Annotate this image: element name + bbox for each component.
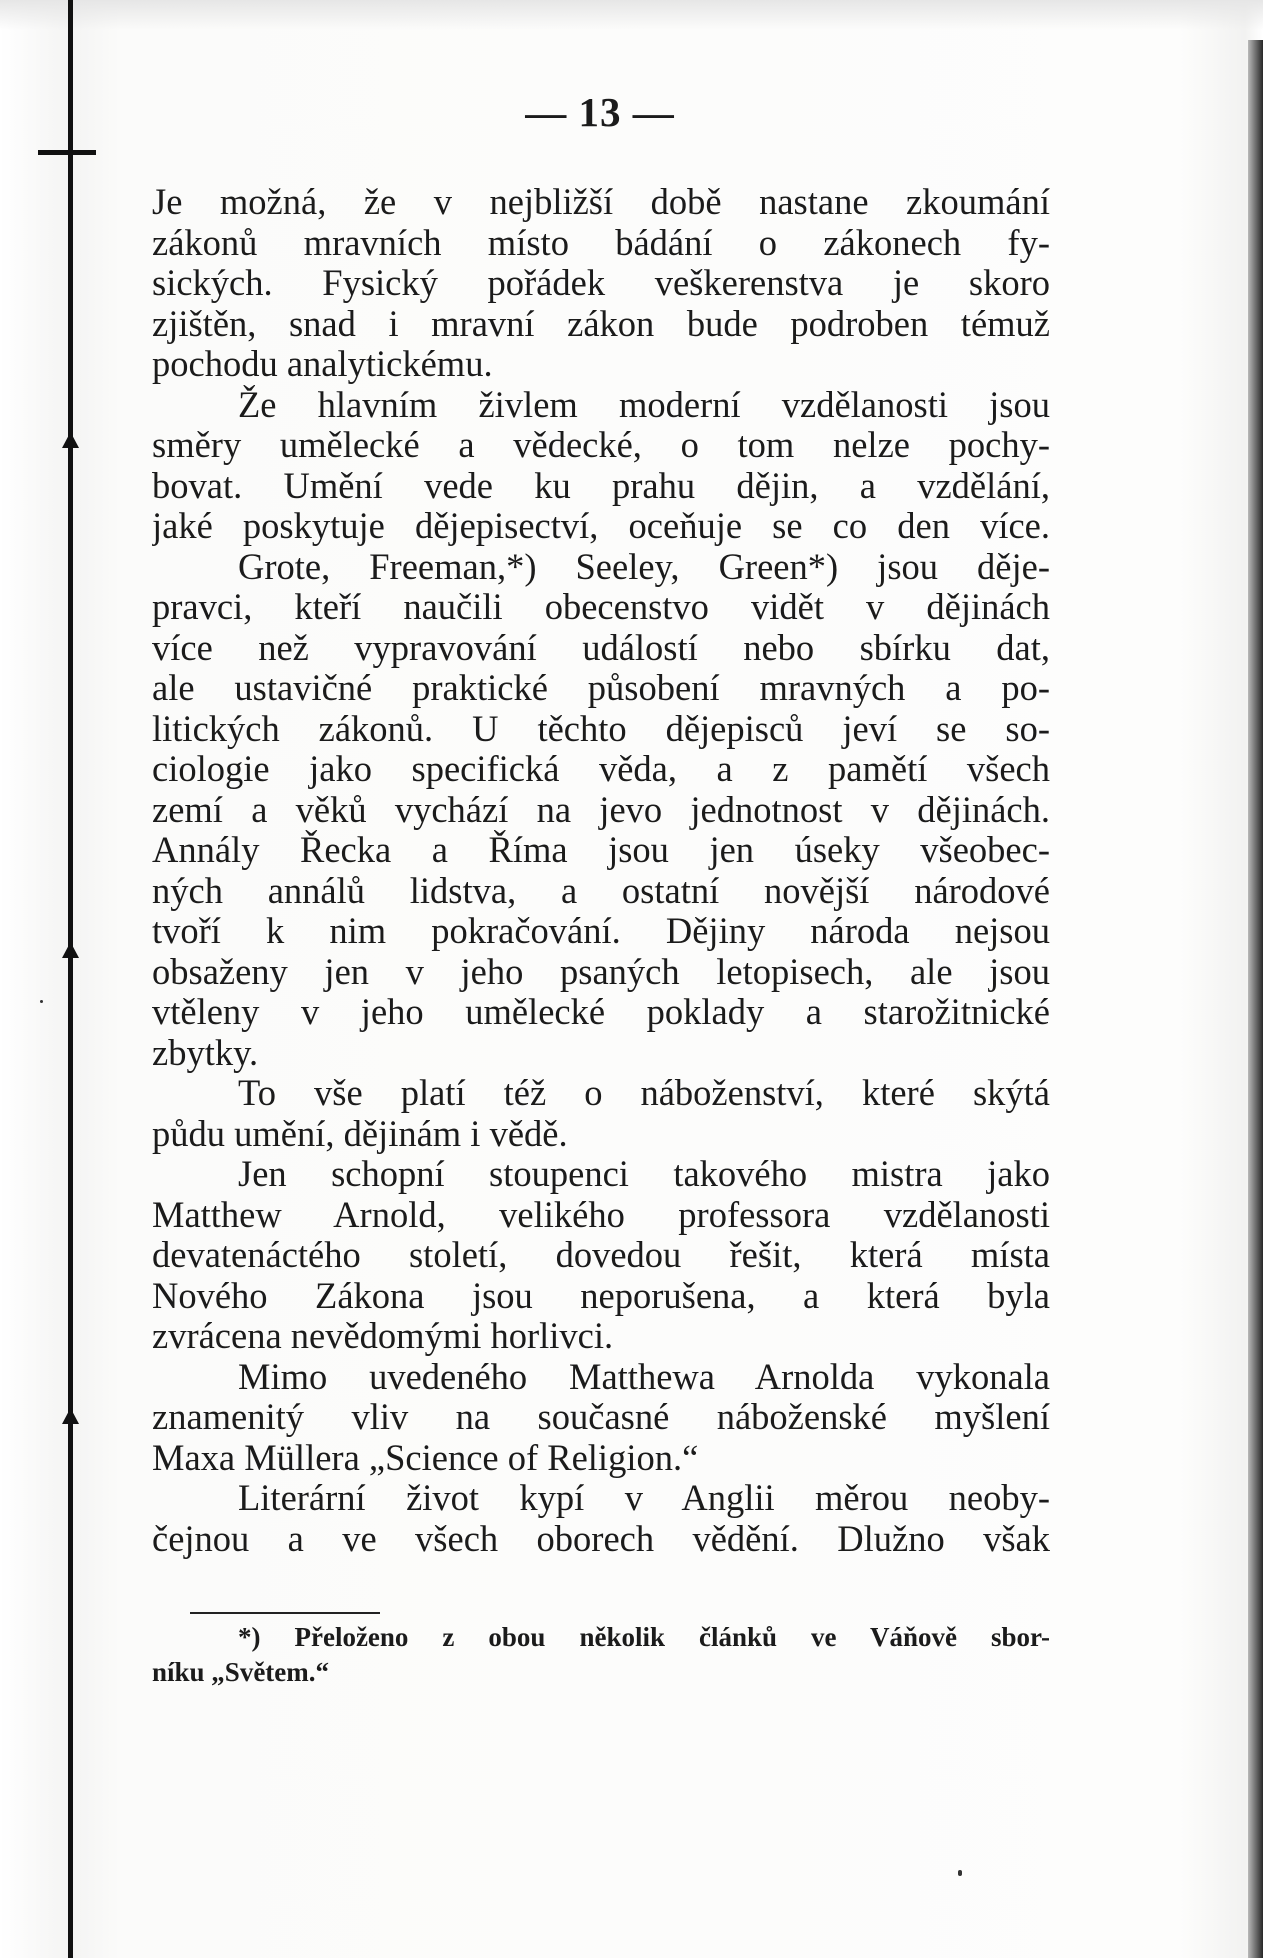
text-line: obsaženy jen v jeho psaných letopisech, ale jsou: [152, 951, 1050, 992]
text-line: To vše platí též o náboženství, které skýtá: [238, 1073, 1050, 1113]
scan-top-shadow: [0, 0, 1263, 30]
text-line: Grote, Freeman,*) Seeley, Green*) jsou děje-: [238, 546, 1050, 587]
footnote-line: níku „Světem.“: [152, 1657, 330, 1687]
text-line: Mimo uvedeného Matthewa Arnolda vykonala: [238, 1356, 1050, 1397]
text-line: pochodu analytickému.: [152, 344, 493, 384]
text-line: jaké poskytuje dějepisectví, oceňuje se co den více.: [152, 506, 1050, 546]
text-line: půdu umění, dějinám i vědě.: [152, 1113, 568, 1154]
text-line: Nového Zákona jsou neporušena, a která byla: [152, 1275, 1050, 1316]
text-line: tvoří k nim pokračování. Dějiny národa nejsou: [152, 911, 1050, 951]
text-line: směry umělecké a vědecké, o tom nelze pochy-: [152, 425, 1050, 465]
text-line: Literární život kypí v Anglii měrou neoby-: [238, 1478, 1050, 1518]
text-line: Matthew Arnold, velikého professora vzdělanosti: [152, 1194, 1050, 1235]
text-line: ciologie jako specifická věda, a z pamětí všech: [152, 749, 1050, 789]
text-line: zjištěn, snad i mravní zákon bude podroben témuž: [152, 303, 1050, 344]
text-line: Annály Řecka a Říma jsou jen úseky všeobec-: [152, 830, 1050, 870]
text-line: více než vypravování událostí nebo sbírku dat,: [152, 627, 1050, 668]
page-number: — 13 —: [525, 89, 675, 135]
text-line: pravci, kteří naučili obecenstvo vidět v dějinách: [152, 587, 1050, 627]
text-line: litických zákonů. U těchto dějepisců jeví se so-: [152, 708, 1050, 749]
footnote-rule: [190, 1612, 380, 1614]
text-line: zemí a věků vychází na jevo jednotnost v dějinách.: [152, 789, 1050, 830]
footnote: [152, 1620, 1050, 1690]
binding-line: [68, 0, 73, 1958]
scan-speck: [958, 1870, 962, 1876]
text-line: zbytky.: [152, 1032, 259, 1073]
text-line: ale ustavičné praktické působení mravných a po-: [152, 668, 1050, 708]
text-line: ných annálů lidstva, a ostatní novější národové: [152, 870, 1050, 911]
text-line: Že hlavním živlem moderní vzdělanosti jsou: [238, 384, 1050, 425]
text-line: Je možná, že v nejbližší době nastane zkoumání: [152, 182, 1050, 222]
text-line: znamenitý vliv na současné náboženské myšlení: [152, 1397, 1050, 1437]
text-line: Jen schopní stoupenci takového mistra jako: [238, 1154, 1050, 1194]
text-line: Maxa Müllera „Science of Religion.“: [152, 1437, 699, 1478]
text-line: sických. Fysický pořádek veškerenstva je skoro: [152, 263, 1050, 303]
text-line: bovat. Umění vede ku prahu dějin, a vzdělání,: [152, 465, 1050, 506]
text-line: zvrácena nevědomými horlivci.: [152, 1316, 614, 1356]
scan-edge-shadow: [1248, 40, 1263, 1958]
text-line: zákonů mravních místo bádání o zákonech fy-: [152, 222, 1050, 263]
text-line: vtěleny v jeho umělecké poklady a starožitnické: [152, 992, 1050, 1032]
scan-speck: [40, 1000, 43, 1003]
footnote-line: *) Přeloženo z obou několik článků ve Váňově sbor-: [238, 1622, 1050, 1652]
text-line: čejnou a ve všech oborech vědění. Dlužno však: [152, 1518, 1050, 1559]
body-text: [152, 182, 1050, 1559]
binding-crossbar: [38, 150, 96, 155]
text-line: devatenáctého století, dovedou řešit, která místa: [152, 1235, 1050, 1275]
